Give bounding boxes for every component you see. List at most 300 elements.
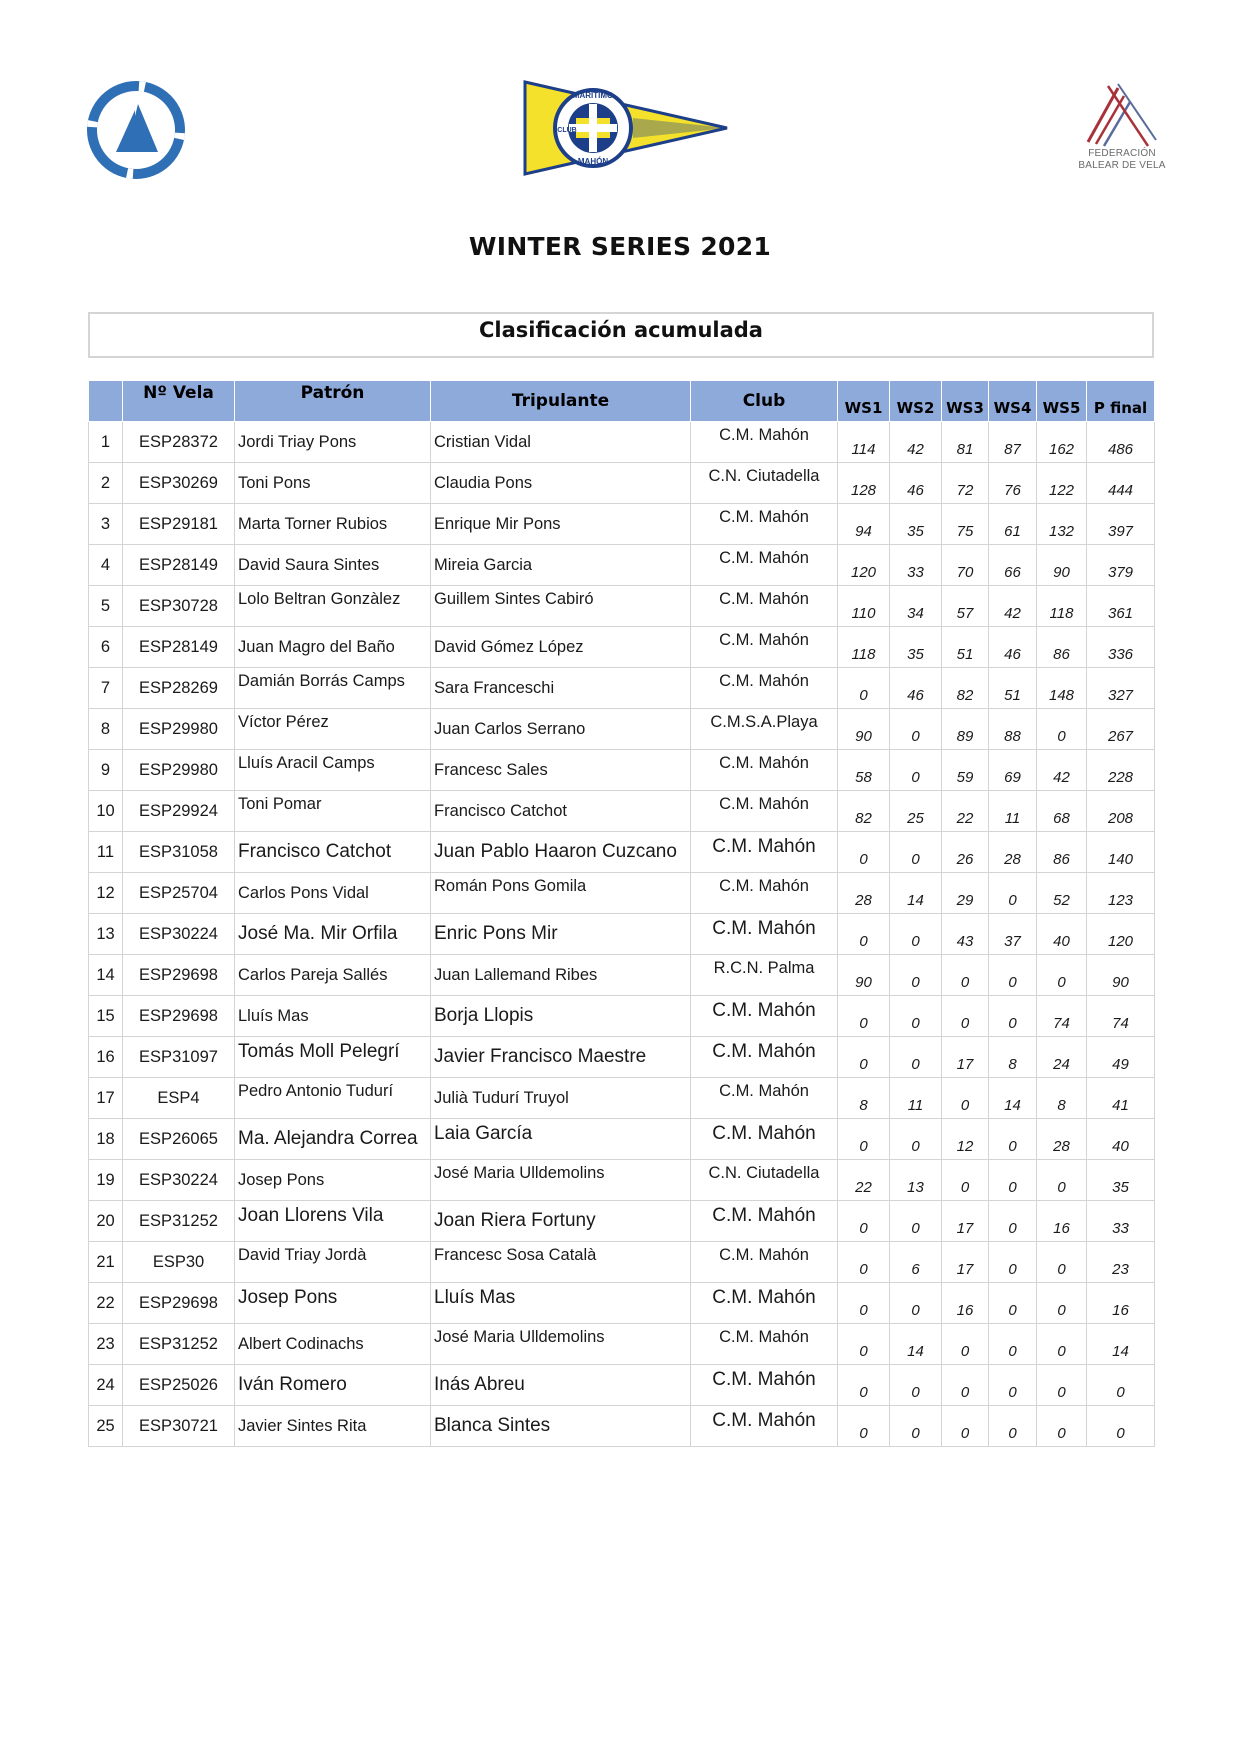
sailing-class-logo xyxy=(86,80,186,180)
cell-final-points: 140 xyxy=(1087,832,1155,873)
cell-skipper: Iván Romero xyxy=(235,1365,431,1406)
cell-ws3: 17 xyxy=(942,1242,989,1283)
cell-position: 7 xyxy=(89,668,123,709)
cell-club: C.M. Mahón xyxy=(691,1242,838,1283)
cell-crew: Joan Riera Fortuny xyxy=(431,1201,691,1242)
cell-position: 6 xyxy=(89,627,123,668)
cell-ws2: 6 xyxy=(890,1242,942,1283)
cell-ws1: 0 xyxy=(838,1119,890,1160)
cell-crew: Juan Carlos Serrano xyxy=(431,709,691,750)
table-row xyxy=(89,832,1155,873)
cell-skipper: Joan Llorens Vila xyxy=(235,1201,431,1242)
cell-crew: Cristian Vidal xyxy=(431,422,691,463)
cell-ws2: 46 xyxy=(890,463,942,504)
cell-position: 4 xyxy=(89,545,123,586)
cell-ws5: 86 xyxy=(1037,627,1087,668)
cell-sail-number: ESP30721 xyxy=(123,1406,235,1447)
table-row xyxy=(89,1160,1155,1201)
cell-ws1: 114 xyxy=(838,422,890,463)
cell-ws2: 46 xyxy=(890,668,942,709)
cell-ws2: 0 xyxy=(890,1283,942,1324)
table-row xyxy=(89,1201,1155,1242)
results-body xyxy=(89,422,1155,1447)
cell-ws4: 8 xyxy=(989,1037,1037,1078)
cell-sail-number: ESP30224 xyxy=(123,1160,235,1201)
cell-ws5: 40 xyxy=(1037,914,1087,955)
cell-ws1: 0 xyxy=(838,996,890,1037)
cell-crew: Enric Pons Mir xyxy=(431,914,691,955)
cell-final-points: 35 xyxy=(1087,1160,1155,1201)
results-table xyxy=(88,380,1155,1447)
cell-ws4: 0 xyxy=(989,996,1037,1037)
cell-position: 19 xyxy=(89,1160,123,1201)
cell-position: 15 xyxy=(89,996,123,1037)
cell-ws1: 8 xyxy=(838,1078,890,1119)
cell-club: C.N. Ciutadella xyxy=(691,463,838,504)
cell-ws3: 43 xyxy=(942,914,989,955)
cell-ws3: 29 xyxy=(942,873,989,914)
cell-ws1: 22 xyxy=(838,1160,890,1201)
cell-club: C.N. Ciutadella xyxy=(691,1160,838,1201)
table-row xyxy=(89,914,1155,955)
cell-ws3: 59 xyxy=(942,750,989,791)
cell-final-points: 361 xyxy=(1087,586,1155,627)
cell-position: 24 xyxy=(89,1365,123,1406)
cell-final-points: 123 xyxy=(1087,873,1155,914)
cell-ws4: 51 xyxy=(989,668,1037,709)
table-row xyxy=(89,1037,1155,1078)
cell-ws1: 0 xyxy=(838,1242,890,1283)
cell-crew: Inás Abreu xyxy=(431,1365,691,1406)
table-row xyxy=(89,504,1155,545)
cell-ws5: 118 xyxy=(1037,586,1087,627)
cell-crew: Juan Pablo Haaron Cuzcano xyxy=(431,832,691,873)
cell-ws2: 42 xyxy=(890,422,942,463)
subtitle: Clasificación acumulada xyxy=(479,318,763,342)
cell-final-points: 228 xyxy=(1087,750,1155,791)
cell-sail-number: ESP31097 xyxy=(123,1037,235,1078)
federacion-balear-de-vela-logo xyxy=(1078,80,1166,172)
cell-position: 16 xyxy=(89,1037,123,1078)
cell-ws1: 0 xyxy=(838,1324,890,1365)
page-title: WINTER SERIES 2021 xyxy=(468,232,772,261)
burgee-text-top: MARÍTIMO xyxy=(572,91,614,100)
cell-crew: Francesc Sosa Català xyxy=(431,1242,691,1283)
cell-ws2: 0 xyxy=(890,1119,942,1160)
cell-skipper: Pedro Antonio Tudurí xyxy=(235,1078,431,1119)
col-header-club: Club xyxy=(691,381,838,422)
club-maritimo-mahon-burgee xyxy=(523,78,729,178)
cell-position: 25 xyxy=(89,1406,123,1447)
cell-ws4: 42 xyxy=(989,586,1037,627)
cell-crew: Lluís Mas xyxy=(431,1283,691,1324)
table-row xyxy=(89,545,1155,586)
cell-ws4: 46 xyxy=(989,627,1037,668)
cell-sail-number: ESP30224 xyxy=(123,914,235,955)
cell-club: C.M. Mahón xyxy=(691,504,838,545)
cell-final-points: 14 xyxy=(1087,1324,1155,1365)
cell-ws3: 0 xyxy=(942,1160,989,1201)
cell-skipper: Víctor Pérez xyxy=(235,709,431,750)
cell-ws3: 0 xyxy=(942,1406,989,1447)
cell-skipper: Lluís Mas xyxy=(235,996,431,1037)
cell-ws1: 0 xyxy=(838,1406,890,1447)
cell-club: C.M. Mahón xyxy=(691,1365,838,1406)
cell-sail-number: ESP30269 xyxy=(123,463,235,504)
cell-ws5: 132 xyxy=(1037,504,1087,545)
cell-position: 12 xyxy=(89,873,123,914)
cell-sail-number: ESP31252 xyxy=(123,1324,235,1365)
cell-ws5: 0 xyxy=(1037,1365,1087,1406)
cell-final-points: 120 xyxy=(1087,914,1155,955)
cell-ws4: 69 xyxy=(989,750,1037,791)
cell-position: 2 xyxy=(89,463,123,504)
cell-skipper: Jordi Triay Pons xyxy=(235,422,431,463)
cell-sail-number: ESP25026 xyxy=(123,1365,235,1406)
table-row xyxy=(89,709,1155,750)
cell-sail-number: ESP29698 xyxy=(123,996,235,1037)
cell-crew: Julià Tudurí Truyol xyxy=(431,1078,691,1119)
cell-ws1: 120 xyxy=(838,545,890,586)
cell-ws5: 0 xyxy=(1037,1406,1087,1447)
cell-ws1: 0 xyxy=(838,832,890,873)
cell-final-points: 33 xyxy=(1087,1201,1155,1242)
cell-skipper: Josep Pons xyxy=(235,1283,431,1324)
cell-ws1: 94 xyxy=(838,504,890,545)
cell-ws3: 0 xyxy=(942,1365,989,1406)
cell-ws2: 34 xyxy=(890,586,942,627)
cell-ws3: 82 xyxy=(942,668,989,709)
cell-ws2: 0 xyxy=(890,750,942,791)
cell-club: C.M. Mahón xyxy=(691,1037,838,1078)
cell-final-points: 327 xyxy=(1087,668,1155,709)
cell-ws4: 61 xyxy=(989,504,1037,545)
cell-final-points: 0 xyxy=(1087,1406,1155,1447)
cell-ws3: 22 xyxy=(942,791,989,832)
cell-ws4: 87 xyxy=(989,422,1037,463)
table-header-row xyxy=(89,381,1155,422)
cell-ws1: 28 xyxy=(838,873,890,914)
cell-ws2: 0 xyxy=(890,996,942,1037)
cell-final-points: 267 xyxy=(1087,709,1155,750)
fbv-text-line2: BALEAR DE VELA xyxy=(1078,160,1166,171)
cell-skipper: Lluís Aracil Camps xyxy=(235,750,431,791)
cell-skipper: Francisco Catchot xyxy=(235,832,431,873)
cell-ws2: 25 xyxy=(890,791,942,832)
cell-ws1: 110 xyxy=(838,586,890,627)
cell-ws3: 57 xyxy=(942,586,989,627)
cell-club: C.M. Mahón xyxy=(691,1119,838,1160)
cell-final-points: 336 xyxy=(1087,627,1155,668)
cell-ws2: 0 xyxy=(890,1406,942,1447)
cell-ws4: 0 xyxy=(989,1324,1037,1365)
col-header-sail-number: Nº Vela xyxy=(123,381,235,422)
cell-skipper: Lolo Beltran Gonzàlez xyxy=(235,586,431,627)
cell-ws5: 0 xyxy=(1037,709,1087,750)
cell-ws2: 35 xyxy=(890,504,942,545)
cell-final-points: 16 xyxy=(1087,1283,1155,1324)
cell-club: C.M.S.A.Playa xyxy=(691,709,838,750)
cell-crew: Enrique Mir Pons xyxy=(431,504,691,545)
cell-ws1: 118 xyxy=(838,627,890,668)
cell-club: C.M. Mahón xyxy=(691,996,838,1037)
cell-ws4: 37 xyxy=(989,914,1037,955)
cell-ws2: 14 xyxy=(890,873,942,914)
cell-ws4: 11 xyxy=(989,791,1037,832)
cell-ws3: 81 xyxy=(942,422,989,463)
cell-final-points: 486 xyxy=(1087,422,1155,463)
cell-sail-number: ESP29698 xyxy=(123,1283,235,1324)
table-row xyxy=(89,1283,1155,1324)
cell-ws4: 66 xyxy=(989,545,1037,586)
table-row xyxy=(89,1078,1155,1119)
cell-club: C.M. Mahón xyxy=(691,586,838,627)
table-row xyxy=(89,627,1155,668)
cell-ws4: 0 xyxy=(989,1283,1037,1324)
cell-crew: José Maria Ulldemolins xyxy=(431,1160,691,1201)
cell-crew: Laia García xyxy=(431,1119,691,1160)
cell-ws5: 52 xyxy=(1037,873,1087,914)
cell-ws4: 28 xyxy=(989,832,1037,873)
cell-club: R.C.N. Palma xyxy=(691,955,838,996)
cell-position: 8 xyxy=(89,709,123,750)
cell-position: 10 xyxy=(89,791,123,832)
cell-ws1: 0 xyxy=(838,1283,890,1324)
table-row xyxy=(89,1324,1155,1365)
cell-crew: Román Pons Gomila xyxy=(431,873,691,914)
cell-club: C.M. Mahón xyxy=(691,545,838,586)
cell-ws4: 0 xyxy=(989,873,1037,914)
cell-crew: Blanca Sintes xyxy=(431,1406,691,1447)
col-header-ws3: WS3 xyxy=(942,381,989,422)
cell-skipper: Carlos Pons Vidal xyxy=(235,873,431,914)
cell-skipper: Carlos Pareja Sallés xyxy=(235,955,431,996)
cell-skipper: José Ma. Mir Orfila xyxy=(235,914,431,955)
cell-skipper: Ma. Alejandra Correa xyxy=(235,1119,431,1160)
cell-ws3: 70 xyxy=(942,545,989,586)
cell-skipper: Toni Pomar xyxy=(235,791,431,832)
cell-final-points: 444 xyxy=(1087,463,1155,504)
cell-ws2: 33 xyxy=(890,545,942,586)
cell-final-points: 0 xyxy=(1087,1365,1155,1406)
table-row xyxy=(89,668,1155,709)
cell-ws3: 12 xyxy=(942,1119,989,1160)
cell-sail-number: ESP25704 xyxy=(123,873,235,914)
cell-final-points: 49 xyxy=(1087,1037,1155,1078)
cell-skipper: Juan Magro del Baño xyxy=(235,627,431,668)
cell-ws5: 68 xyxy=(1037,791,1087,832)
cell-club: C.M. Mahón xyxy=(691,873,838,914)
cell-skipper: David Saura Sintes xyxy=(235,545,431,586)
cell-skipper: Toni Pons xyxy=(235,463,431,504)
cell-position: 1 xyxy=(89,422,123,463)
cell-ws3: 17 xyxy=(942,1201,989,1242)
cell-skipper: Damián Borrás Camps xyxy=(235,668,431,709)
cell-final-points: 40 xyxy=(1087,1119,1155,1160)
cell-club: C.M. Mahón xyxy=(691,1283,838,1324)
col-header-ws4: WS4 xyxy=(989,381,1037,422)
cell-sail-number: ESP30728 xyxy=(123,586,235,627)
cell-club: C.M. Mahón xyxy=(691,1078,838,1119)
cell-ws4: 0 xyxy=(989,1365,1037,1406)
table-row xyxy=(89,586,1155,627)
cell-sail-number: ESP29181 xyxy=(123,504,235,545)
cell-sail-number: ESP31058 xyxy=(123,832,235,873)
cell-skipper: Marta Torner Rubios xyxy=(235,504,431,545)
cell-ws5: 0 xyxy=(1037,1324,1087,1365)
cell-skipper: Josep Pons xyxy=(235,1160,431,1201)
cell-ws3: 75 xyxy=(942,504,989,545)
cell-crew: Mireia Garcia xyxy=(431,545,691,586)
cell-crew: Borja Llopis xyxy=(431,996,691,1037)
cell-final-points: 41 xyxy=(1087,1078,1155,1119)
cell-ws1: 0 xyxy=(838,1201,890,1242)
cell-ws1: 0 xyxy=(838,1365,890,1406)
cell-crew: Javier Francisco Maestre xyxy=(431,1037,691,1078)
cell-ws4: 0 xyxy=(989,1242,1037,1283)
cell-club: C.M. Mahón xyxy=(691,832,838,873)
cell-position: 22 xyxy=(89,1283,123,1324)
cell-club: C.M. Mahón xyxy=(691,791,838,832)
cell-sail-number: ESP28372 xyxy=(123,422,235,463)
col-header-final-points: P final xyxy=(1087,381,1155,422)
col-header-ws5: WS5 xyxy=(1037,381,1087,422)
table-row xyxy=(89,1406,1155,1447)
cell-ws1: 0 xyxy=(838,914,890,955)
cell-skipper: David Triay Jordà xyxy=(235,1242,431,1283)
table-row xyxy=(89,1365,1155,1406)
cell-ws2: 0 xyxy=(890,832,942,873)
table-row xyxy=(89,996,1155,1037)
cell-ws5: 0 xyxy=(1037,1242,1087,1283)
cell-ws4: 14 xyxy=(989,1078,1037,1119)
cell-ws4: 0 xyxy=(989,1160,1037,1201)
cell-skipper: Javier Sintes Rita xyxy=(235,1406,431,1447)
cell-position: 20 xyxy=(89,1201,123,1242)
cell-ws1: 82 xyxy=(838,791,890,832)
cell-ws2: 0 xyxy=(890,1037,942,1078)
cell-ws5: 8 xyxy=(1037,1078,1087,1119)
cell-ws3: 26 xyxy=(942,832,989,873)
col-header-position xyxy=(89,381,123,422)
cell-final-points: 397 xyxy=(1087,504,1155,545)
cell-ws2: 11 xyxy=(890,1078,942,1119)
cell-ws5: 86 xyxy=(1037,832,1087,873)
cell-ws2: 0 xyxy=(890,914,942,955)
cell-ws1: 90 xyxy=(838,709,890,750)
cell-sail-number: ESP28149 xyxy=(123,545,235,586)
cell-ws5: 24 xyxy=(1037,1037,1087,1078)
cell-club: C.M. Mahón xyxy=(691,422,838,463)
cell-ws4: 0 xyxy=(989,1119,1037,1160)
cell-ws3: 72 xyxy=(942,463,989,504)
cell-sail-number: ESP29698 xyxy=(123,955,235,996)
cell-club: C.M. Mahón xyxy=(691,1406,838,1447)
cell-ws3: 0 xyxy=(942,1078,989,1119)
cell-crew: Sara Franceschi xyxy=(431,668,691,709)
col-header-ws1: WS1 xyxy=(838,381,890,422)
table-row xyxy=(89,955,1155,996)
cell-final-points: 74 xyxy=(1087,996,1155,1037)
cell-ws3: 17 xyxy=(942,1037,989,1078)
subtitle-box xyxy=(88,312,1154,358)
table-row xyxy=(89,463,1155,504)
cell-ws5: 0 xyxy=(1037,1283,1087,1324)
cell-ws5: 0 xyxy=(1037,1160,1087,1201)
cell-position: 3 xyxy=(89,504,123,545)
cell-sail-number: ESP31252 xyxy=(123,1201,235,1242)
cell-ws2: 13 xyxy=(890,1160,942,1201)
cell-ws3: 0 xyxy=(942,996,989,1037)
cell-position: 5 xyxy=(89,586,123,627)
cell-ws1: 0 xyxy=(838,1037,890,1078)
table-row xyxy=(89,422,1155,463)
cell-ws3: 51 xyxy=(942,627,989,668)
cell-crew: Guillem Sintes Cabiró xyxy=(431,586,691,627)
cell-position: 11 xyxy=(89,832,123,873)
cell-ws5: 0 xyxy=(1037,955,1087,996)
cell-ws4: 76 xyxy=(989,463,1037,504)
table-row xyxy=(89,750,1155,791)
cell-sail-number: ESP28149 xyxy=(123,627,235,668)
cell-skipper: Albert Codinachs xyxy=(235,1324,431,1365)
col-header-crew: Tripulante xyxy=(431,381,691,422)
cell-crew: Francesc Sales xyxy=(431,750,691,791)
cell-club: C.M. Mahón xyxy=(691,750,838,791)
cell-ws3: 16 xyxy=(942,1283,989,1324)
cell-sail-number: ESP29980 xyxy=(123,709,235,750)
cell-ws3: 0 xyxy=(942,955,989,996)
cell-ws3: 0 xyxy=(942,1324,989,1365)
cell-ws5: 162 xyxy=(1037,422,1087,463)
cell-ws5: 122 xyxy=(1037,463,1087,504)
cell-position: 17 xyxy=(89,1078,123,1119)
table-row xyxy=(89,791,1155,832)
cell-club: C.M. Mahón xyxy=(691,668,838,709)
table-row xyxy=(89,873,1155,914)
cell-ws2: 14 xyxy=(890,1324,942,1365)
burgee-text-bottom: MAHÓN xyxy=(577,157,609,166)
cell-ws5: 74 xyxy=(1037,996,1087,1037)
cell-ws1: 0 xyxy=(838,668,890,709)
cell-final-points: 90 xyxy=(1087,955,1155,996)
cell-crew: David Gómez López xyxy=(431,627,691,668)
cell-ws1: 90 xyxy=(838,955,890,996)
cell-position: 18 xyxy=(89,1119,123,1160)
cell-ws2: 0 xyxy=(890,1365,942,1406)
cell-sail-number: ESP28269 xyxy=(123,668,235,709)
cell-ws4: 0 xyxy=(989,1406,1037,1447)
cell-ws1: 58 xyxy=(838,750,890,791)
cell-sail-number: ESP30 xyxy=(123,1242,235,1283)
cell-position: 21 xyxy=(89,1242,123,1283)
cell-ws2: 0 xyxy=(890,709,942,750)
cell-ws5: 16 xyxy=(1037,1201,1087,1242)
cell-club: C.M. Mahón xyxy=(691,627,838,668)
cell-club: C.M. Mahón xyxy=(691,1201,838,1242)
cell-club: C.M. Mahón xyxy=(691,1324,838,1365)
cell-skipper: Tomás Moll Pelegrí xyxy=(235,1037,431,1078)
burgee-text-left: CLUB xyxy=(557,127,577,134)
cell-club: C.M. Mahón xyxy=(691,914,838,955)
cell-sail-number: ESP4 xyxy=(123,1078,235,1119)
cell-position: 14 xyxy=(89,955,123,996)
cell-crew: Claudia Pons xyxy=(431,463,691,504)
cell-ws5: 90 xyxy=(1037,545,1087,586)
cell-ws4: 88 xyxy=(989,709,1037,750)
cell-sail-number: ESP29980 xyxy=(123,750,235,791)
cell-ws2: 35 xyxy=(890,627,942,668)
